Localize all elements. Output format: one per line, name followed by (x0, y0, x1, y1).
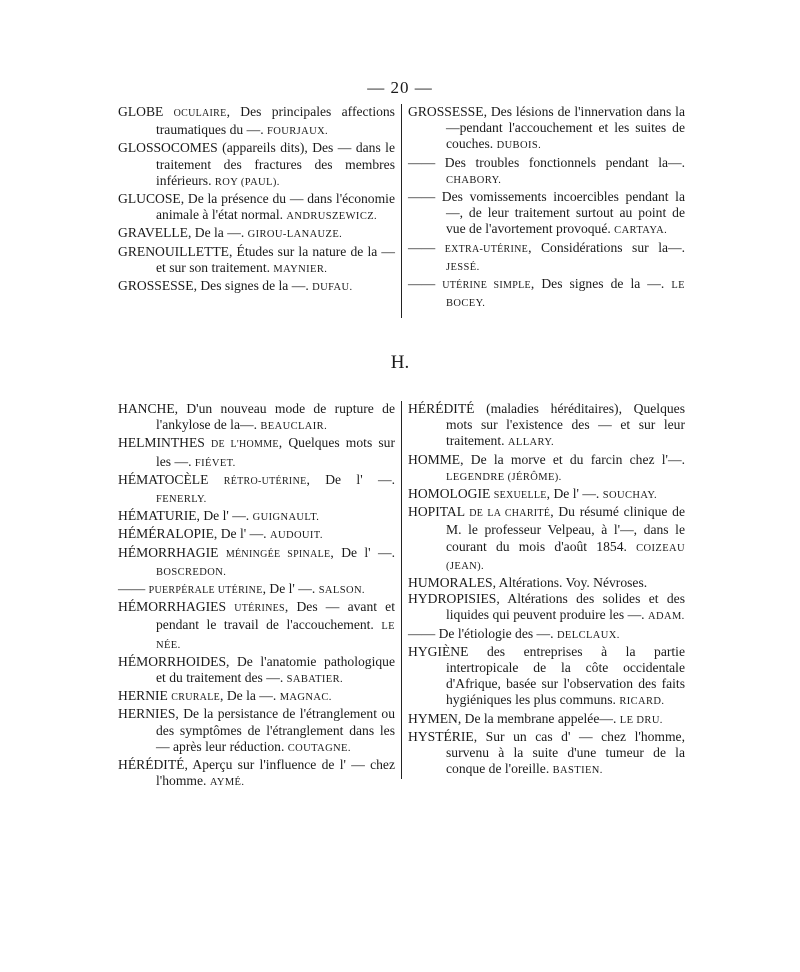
entry-qualifier: EXTRA-UTÉRINE (444, 243, 529, 255)
entry-title: , De l' —. (262, 581, 316, 597)
entry-headword: —— (408, 276, 436, 292)
entry-qualifier: DE L'HOMME (210, 439, 279, 451)
index-entry (408, 486, 685, 504)
index-entry (408, 729, 685, 780)
entry-headword: HÉMORRHOIDES (118, 653, 226, 669)
index-entry (408, 155, 685, 189)
entry-title: , Du résumé clinique de M. le professeur Velpeau, à l'—, dans le courant du mois d'août 1854. (446, 504, 685, 554)
index-entry (118, 104, 395, 140)
column-divider (401, 104, 402, 318)
entry-qualifier: OCULAIRE (173, 108, 227, 119)
index-entry (408, 711, 685, 729)
index-entry (118, 688, 395, 706)
entry-headword: GLUCOSE (118, 191, 181, 207)
entry-title: , Des lésions de l'innervation dans la —pendant l'accouchement et les suites de couches. (446, 104, 685, 152)
entry-headword: GROSSESSE (408, 104, 484, 119)
entry-title: (appareils dits), Des — dans le traitement des fractures des membres inférieurs. (156, 140, 395, 188)
entry-headword: HERNIE (118, 688, 168, 704)
index-entry (118, 435, 395, 471)
entry-headword: HELMINTHES (118, 435, 205, 451)
entry-qualifier: UTÉRINE SIMPLE (442, 280, 531, 292)
entry-title: (maladies héréditaires), Quelques mots sur l'existence des — et sur leur traitement. (446, 401, 685, 449)
entry-headword: HÉRÉDITÉ (408, 401, 475, 416)
column-left (118, 401, 395, 791)
entry-author: LE NÉE. (156, 621, 395, 651)
entry-author: BEAUCLAIR. (260, 421, 328, 433)
entry-headword: —— (408, 625, 436, 641)
entry-title: , Quelques mots sur les —. (156, 435, 395, 469)
entry-title: , Études sur la nature de la — et sur son traitement. (156, 243, 395, 275)
entry-headword: HÉMORRHAGIE (118, 544, 219, 560)
index-entry (118, 654, 395, 688)
entry-title: , De l' —. (546, 486, 600, 502)
entry-headword: GLOSSOCOMES (118, 140, 218, 156)
page-number: — 20 — (367, 78, 433, 97)
index-entry (118, 140, 395, 191)
entry-title: , De l' —. (306, 471, 395, 487)
index-entry (408, 189, 685, 240)
entry-title: , De la présence du — dans l'économie animale à l'état normal. (156, 191, 395, 223)
entry-title: , Considérations sur la—. (528, 239, 685, 255)
index-entry (118, 508, 395, 526)
entry-author: FIÉVET. (194, 457, 236, 469)
entry-headword: GRENOUILLETTE (118, 243, 229, 259)
entry-headword: HÉRÉDITÉ (118, 757, 185, 773)
entry-qualifier: RÉTRO-UTÉRINE (223, 475, 307, 487)
entry-headword: HYGIÈNE (408, 643, 469, 659)
index-entry (118, 191, 395, 225)
entry-author: BOSCREDON. (156, 566, 227, 578)
entry-headword: HÉMATURIE (118, 508, 197, 524)
entry-headword: HOPITAL (408, 504, 465, 520)
entry-author: SOUCHAY. (602, 490, 658, 502)
entry-author: MAYNIER. (273, 263, 328, 275)
entry-title: Des troubles fonctionnels pendant la—. (435, 154, 685, 170)
entry-title: , Sur un cas d' — chez l'homme, survenu à la suite d'une tumeur de la conque de l'oreille. (446, 728, 685, 777)
index-entry (408, 104, 685, 155)
entry-author: DELCLAUX. (556, 629, 620, 641)
column-left (118, 104, 395, 296)
entry-title: , D'un nouveau mode de rupture de l'ankylose de la—. (156, 401, 395, 433)
index-entry (408, 504, 685, 575)
entry-headword: HÉMORRHAGIES (118, 599, 226, 615)
entry-title: , Des signes de la —. (193, 278, 309, 294)
entry-author: ANDRUSZEWICZ. (286, 211, 378, 223)
entry-author: FENERLY. (156, 494, 207, 506)
section-g (118, 104, 685, 320)
entry-headword: HANCHE (118, 401, 175, 416)
entry-headword: HÉMATOCÈLE (118, 471, 209, 487)
entry-author: COIZEAU (JEAN). (446, 542, 685, 572)
index-entry (408, 626, 685, 644)
entry-headword: —— (408, 239, 436, 255)
index-entry (408, 591, 685, 625)
entry-author: SABATIER. (286, 674, 344, 686)
entry-title: des entreprises à la partie intertropicale de la côte occidentale d'Afrique, basée sur l'observation des faits hygiéniques les plus communs. (446, 643, 685, 708)
index-entry (408, 452, 685, 486)
entry-title: , De la —. (220, 688, 277, 704)
entry-title: Des vomissements incoercibles pendant la —, de leur traitement surtout au point de vue de l'avortement provoqué. (435, 189, 685, 237)
entry-headword: —— (408, 154, 436, 170)
section-heading: H. (390, 352, 410, 373)
column-divider (401, 401, 402, 779)
entry-headword: HÉMÉRALOPIE (118, 526, 214, 542)
index-entry (118, 545, 395, 581)
entry-headword: HERNIES (118, 706, 176, 722)
entry-author: AUDOUIT. (270, 530, 323, 542)
entry-headword: —— (408, 189, 436, 205)
index-entry (408, 401, 685, 452)
entry-qualifier: SEXUELLE (493, 490, 547, 502)
column-right (408, 104, 685, 312)
index-entry (118, 599, 395, 654)
index-entry (118, 244, 395, 278)
entry-author: LEGENDRE (JÉRÔME). (446, 471, 562, 483)
entry-author: LE DRU. (619, 714, 663, 726)
entry-headword: —— (118, 581, 146, 597)
entry-title: , Des signes de la —. (530, 276, 665, 292)
entry-headword: GRAVELLE (118, 225, 188, 241)
entry-author: ROY (PAUL). (214, 176, 280, 188)
entry-author: ALLARY. (507, 437, 554, 449)
index-entry (118, 278, 395, 296)
index-entry (118, 472, 395, 508)
entry-author: BASTIEN. (552, 765, 603, 777)
entry-headword: HOMME (408, 451, 461, 467)
entry-qualifier: CRURALE (171, 692, 221, 704)
entry-author: JESSÉ. (446, 261, 480, 273)
entry-title: , Altérations. Voy. Névroses. (492, 575, 648, 591)
entry-title: , De la —. (187, 225, 245, 241)
index-entry (118, 225, 395, 243)
index-entry (408, 276, 685, 312)
entry-title: , De la morve et du farcin chez l'—. (460, 451, 685, 467)
entry-qualifier: PUERPÉRALE UTÉRINE (148, 585, 263, 597)
entry-author: GIROU-LANAUZE. (247, 229, 343, 241)
entry-headword: HUMORALES (408, 575, 493, 591)
index-entry (408, 240, 685, 276)
section-h (118, 401, 685, 789)
entry-author: CHABORY. (446, 174, 502, 186)
entry-qualifier: DE LA CHARITÉ (469, 508, 551, 520)
entry-headword: HYSTÉRIE (408, 728, 474, 744)
entry-title: , De l'anatomie pathologique et du traitement des —. (156, 653, 395, 686)
entry-author: ADAM. (648, 611, 685, 623)
index-entry (118, 526, 395, 544)
entry-qualifier: UTÉRINES (234, 603, 285, 615)
entry-title: , De la membrane appelée—. (457, 710, 617, 726)
column-right (408, 401, 685, 779)
index-entry (408, 644, 685, 711)
entry-author: DUFAU. (312, 282, 353, 294)
entry-author: LE BOCEY. (446, 280, 685, 310)
entry-author: COUTAGNE. (287, 742, 351, 754)
entry-title: , De la persistance de l'étranglement ou des symptômes de l'étranglement dans les — après leur réduction. (156, 706, 395, 754)
entry-author: CARTAYA. (614, 225, 668, 237)
entry-title: , Des — avant et pendant le travail de l'accouchement. (156, 599, 395, 633)
entry-title: , De l' —. (213, 526, 267, 542)
entry-headword: HYMEN (408, 710, 458, 726)
index-entry (118, 581, 395, 599)
entry-title: , De l' —. (330, 544, 395, 560)
entry-author: GUIGNAULT. (252, 512, 320, 524)
index-entry (118, 706, 395, 757)
entry-headword: HOMOLOGIE (408, 486, 491, 502)
entry-author: FOURJAUX. (267, 126, 329, 138)
entry-author: AYMÉ. (209, 777, 245, 789)
entry-title: De l'étiologie des —. (435, 625, 554, 641)
entry-headword: HYDROPISIES (408, 591, 497, 607)
entry-qualifier: MÉNINGÉE SPINALE (225, 548, 331, 560)
entry-author: RICARD. (619, 696, 665, 708)
index-entry (118, 401, 395, 435)
index-entry (408, 575, 685, 591)
entry-author: SALSON. (318, 585, 365, 597)
entry-title: , De l' —. (196, 508, 250, 524)
entry-headword: GLOBE (118, 104, 164, 119)
entry-title: , Altérations des solides et des liquides qui peuvent produire les —. (446, 591, 685, 623)
index-entry (118, 757, 395, 791)
entry-author: MAGNAC. (279, 692, 332, 704)
entry-author: DUBOIS. (496, 140, 542, 152)
entry-title: , Des principales affections traumatiques du —. (156, 104, 395, 138)
entry-title: , Aperçu sur l'influence de l' — chez l'homme. (156, 757, 395, 789)
entry-headword: GROSSESSE (118, 278, 194, 294)
